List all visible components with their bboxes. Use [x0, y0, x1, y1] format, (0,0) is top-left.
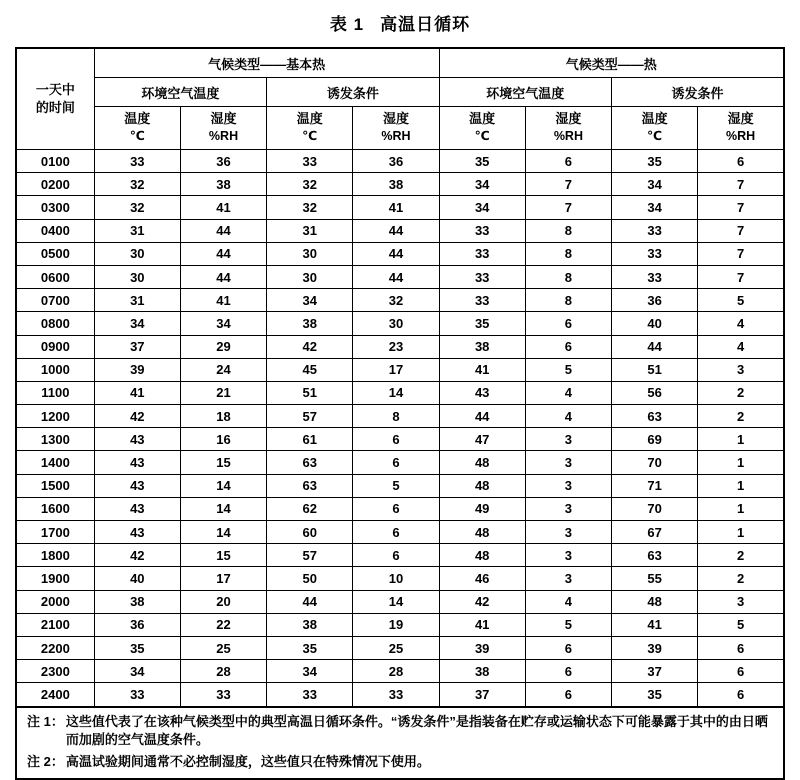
row-time: 0400 — [16, 219, 94, 242]
cell-value: 48 — [439, 451, 525, 474]
cell-value: 16 — [180, 428, 266, 451]
cell-value: 6 — [525, 312, 611, 335]
cell-value: 42 — [267, 335, 353, 358]
cell-value: 36 — [94, 613, 180, 636]
cell-value: 5 — [698, 613, 784, 636]
table-row — [16, 405, 784, 428]
cell-value: 35 — [439, 312, 525, 335]
header-unit-humidity-2 — [353, 107, 439, 150]
cell-value: 8 — [525, 289, 611, 312]
cell-value: 6 — [353, 428, 439, 451]
cell-value: 33 — [439, 265, 525, 288]
row-time: 0600 — [16, 265, 94, 288]
cell-value: 57 — [267, 544, 353, 567]
cell-value: 41 — [439, 613, 525, 636]
cell-value: 55 — [612, 567, 698, 590]
cell-value: 51 — [612, 358, 698, 381]
cell-value: 5 — [353, 474, 439, 497]
cell-value: 30 — [94, 265, 180, 288]
cell-value: 4 — [525, 405, 611, 428]
cell-value: 21 — [180, 381, 266, 404]
cell-value: 37 — [439, 683, 525, 707]
cell-value: 38 — [267, 613, 353, 636]
header-time-line1: 一天中 — [36, 82, 75, 97]
table-row — [16, 173, 784, 196]
row-time: 0500 — [16, 242, 94, 265]
cell-value: 43 — [439, 381, 525, 404]
cell-value: 36 — [612, 289, 698, 312]
cell-value: 39 — [439, 636, 525, 659]
cell-value: 32 — [267, 173, 353, 196]
header-unit-humidity-1 — [180, 107, 266, 150]
document-page — [0, 10, 800, 780]
row-time: 1300 — [16, 428, 94, 451]
row-time: 1700 — [16, 521, 94, 544]
header-row-subgroups — [16, 78, 784, 107]
header-unit-name: 温度 — [124, 111, 150, 126]
cell-value: 33 — [267, 150, 353, 173]
header-unit-name: 湿度 — [211, 111, 237, 126]
row-time: 1000 — [16, 358, 94, 381]
cell-value: 42 — [94, 544, 180, 567]
cell-value: 10 — [353, 567, 439, 590]
cell-value: 41 — [180, 289, 266, 312]
cell-value: 15 — [180, 451, 266, 474]
cell-value: 2 — [698, 405, 784, 428]
cell-value: 50 — [267, 567, 353, 590]
cell-value: 18 — [180, 405, 266, 428]
table-row — [16, 636, 784, 659]
row-time: 2400 — [16, 683, 94, 707]
header-unit-temp-3 — [439, 107, 525, 150]
header-unit-symbol: ℃ — [267, 128, 352, 144]
cell-value: 33 — [612, 219, 698, 242]
cell-value: 3 — [698, 358, 784, 381]
header-unit-temp-4 — [612, 107, 698, 150]
cell-value: 4 — [698, 335, 784, 358]
note-2-label: 注 2： — [27, 753, 64, 772]
row-time: 0800 — [16, 312, 94, 335]
cell-value: 24 — [180, 358, 266, 381]
cell-value: 31 — [267, 219, 353, 242]
cell-value: 33 — [94, 150, 180, 173]
cell-value: 44 — [180, 242, 266, 265]
cell-value: 7 — [698, 219, 784, 242]
cell-value: 63 — [612, 544, 698, 567]
cell-value: 43 — [94, 451, 180, 474]
table-row — [16, 289, 784, 312]
cell-value: 43 — [94, 521, 180, 544]
cell-value: 8 — [525, 265, 611, 288]
note-1-text: 这些值代表了在该种气候类型中的典型高温日循环条件。“诱发条件”是指装备在贮存或运输状态下可能暴露于其中的由日晒而加剧的空气温度条件。 — [66, 713, 773, 751]
cell-value: 7 — [698, 242, 784, 265]
cell-value: 3 — [525, 497, 611, 520]
table-row — [16, 451, 784, 474]
header-unit-temp-1 — [94, 107, 180, 150]
cell-value: 6 — [698, 636, 784, 659]
header-unit-name: 温度 — [297, 111, 323, 126]
header-sub-induced-2: 诱发条件 — [612, 78, 784, 107]
cell-value: 34 — [267, 289, 353, 312]
cell-value: 32 — [94, 196, 180, 219]
header-time-line2: 的时间 — [36, 100, 75, 115]
row-time: 1100 — [16, 381, 94, 404]
header-unit-symbol: %RH — [698, 128, 783, 144]
cell-value: 36 — [353, 150, 439, 173]
cell-value: 3 — [698, 590, 784, 613]
table-row — [16, 265, 784, 288]
cell-value: 47 — [439, 428, 525, 451]
cell-value: 6 — [525, 335, 611, 358]
header-unit-name: 湿度 — [383, 111, 409, 126]
cell-value: 20 — [180, 590, 266, 613]
cell-value: 28 — [180, 660, 266, 683]
cell-value: 6 — [525, 636, 611, 659]
cell-value: 34 — [439, 173, 525, 196]
cell-value: 41 — [353, 196, 439, 219]
table-row — [16, 544, 784, 567]
header-group-hot: 气候类型——热 — [439, 48, 784, 78]
cell-value: 33 — [353, 683, 439, 707]
cell-value: 25 — [180, 636, 266, 659]
header-unit-symbol: %RH — [181, 128, 266, 144]
row-time: 0900 — [16, 335, 94, 358]
cell-value: 35 — [612, 683, 698, 707]
header-sub-ambient-air-temp-1: 环境空气温度 — [94, 78, 266, 107]
row-time: 1900 — [16, 567, 94, 590]
cell-value: 35 — [439, 150, 525, 173]
high-temperature-daily-cycle-table — [15, 47, 785, 708]
table-row — [16, 683, 784, 707]
cell-value: 38 — [94, 590, 180, 613]
row-time: 1200 — [16, 405, 94, 428]
cell-value: 44 — [180, 265, 266, 288]
cell-value: 1 — [698, 521, 784, 544]
note-1-label: 注 1： — [27, 713, 64, 732]
cell-value: 6 — [525, 660, 611, 683]
cell-value: 14 — [180, 521, 266, 544]
cell-value: 8 — [353, 405, 439, 428]
cell-value: 33 — [439, 289, 525, 312]
cell-value: 33 — [439, 242, 525, 265]
cell-value: 8 — [525, 219, 611, 242]
cell-value: 7 — [525, 196, 611, 219]
cell-value: 6 — [353, 521, 439, 544]
table-row — [16, 381, 784, 404]
cell-value: 25 — [353, 636, 439, 659]
table-title-text: 高温日循环 — [380, 15, 470, 34]
table-row — [16, 521, 784, 544]
cell-value: 30 — [267, 242, 353, 265]
page-title — [0, 10, 800, 35]
cell-value: 34 — [439, 196, 525, 219]
table-row — [16, 312, 784, 335]
cell-value: 38 — [267, 312, 353, 335]
cell-value: 43 — [94, 428, 180, 451]
cell-value: 44 — [180, 219, 266, 242]
row-time: 2200 — [16, 636, 94, 659]
cell-value: 34 — [612, 173, 698, 196]
row-time: 1800 — [16, 544, 94, 567]
cell-value: 61 — [267, 428, 353, 451]
table-row — [16, 150, 784, 173]
cell-value: 34 — [612, 196, 698, 219]
note-2 — [27, 753, 773, 772]
cell-value: 3 — [525, 544, 611, 567]
cell-value: 67 — [612, 521, 698, 544]
cell-value: 6 — [698, 660, 784, 683]
table-row — [16, 660, 784, 683]
cell-value: 35 — [94, 636, 180, 659]
cell-value: 2 — [698, 381, 784, 404]
header-unit-temp-2 — [267, 107, 353, 150]
cell-value: 19 — [353, 613, 439, 636]
header-unit-humidity-4 — [698, 107, 784, 150]
row-time: 1500 — [16, 474, 94, 497]
cell-value: 34 — [94, 312, 180, 335]
cell-value: 51 — [267, 381, 353, 404]
cell-value: 41 — [94, 381, 180, 404]
cell-value: 28 — [353, 660, 439, 683]
row-time: 0700 — [16, 289, 94, 312]
cell-value: 43 — [94, 474, 180, 497]
cell-value: 33 — [612, 242, 698, 265]
cell-value: 6 — [698, 683, 784, 707]
cell-value: 33 — [94, 683, 180, 707]
cell-value: 38 — [353, 173, 439, 196]
cell-value: 70 — [612, 451, 698, 474]
cell-value: 48 — [612, 590, 698, 613]
cell-value: 31 — [94, 289, 180, 312]
cell-value: 33 — [267, 683, 353, 707]
cell-value: 4 — [525, 381, 611, 404]
row-time: 0100 — [16, 150, 94, 173]
header-unit-humidity-3 — [525, 107, 611, 150]
header-unit-symbol: ℃ — [612, 128, 697, 144]
header-unit-symbol: %RH — [353, 128, 438, 144]
cell-value: 44 — [353, 242, 439, 265]
cell-value: 57 — [267, 405, 353, 428]
cell-value: 37 — [612, 660, 698, 683]
header-sub-ambient-air-temp-2: 环境空气温度 — [439, 78, 611, 107]
cell-value: 44 — [267, 590, 353, 613]
cell-value: 7 — [525, 173, 611, 196]
cell-value: 1 — [698, 428, 784, 451]
cell-value: 42 — [439, 590, 525, 613]
cell-value: 63 — [612, 405, 698, 428]
cell-value: 14 — [353, 590, 439, 613]
cell-value: 32 — [267, 196, 353, 219]
cell-value: 14 — [180, 474, 266, 497]
cell-value: 63 — [267, 474, 353, 497]
cell-value: 32 — [94, 173, 180, 196]
cell-value: 6 — [353, 544, 439, 567]
table-row — [16, 219, 784, 242]
cell-value: 14 — [180, 497, 266, 520]
header-unit-symbol: ℃ — [95, 128, 180, 144]
header-unit-name: 温度 — [642, 111, 668, 126]
cell-value: 29 — [180, 335, 266, 358]
cell-value: 48 — [439, 521, 525, 544]
cell-value: 41 — [439, 358, 525, 381]
cell-value: 17 — [353, 358, 439, 381]
table-notes — [15, 708, 785, 780]
cell-value: 2 — [698, 544, 784, 567]
cell-value: 3 — [525, 521, 611, 544]
header-unit-symbol: %RH — [526, 128, 611, 144]
cell-value: 2 — [698, 567, 784, 590]
cell-value: 44 — [353, 265, 439, 288]
cell-value: 22 — [180, 613, 266, 636]
table-row — [16, 590, 784, 613]
table-row — [16, 613, 784, 636]
cell-value: 5 — [698, 289, 784, 312]
cell-value: 34 — [94, 660, 180, 683]
table-row — [16, 196, 784, 219]
cell-value: 3 — [525, 474, 611, 497]
table-row — [16, 567, 784, 590]
cell-value: 41 — [612, 613, 698, 636]
cell-value: 6 — [353, 451, 439, 474]
header-unit-name: 温度 — [469, 111, 495, 126]
row-time: 1600 — [16, 497, 94, 520]
table-header — [16, 48, 784, 150]
cell-value: 17 — [180, 567, 266, 590]
cell-value: 70 — [612, 497, 698, 520]
header-unit-symbol: ℃ — [440, 128, 525, 144]
cell-value: 48 — [439, 544, 525, 567]
cell-value: 7 — [698, 196, 784, 219]
cell-value: 3 — [525, 428, 611, 451]
cell-value: 8 — [525, 242, 611, 265]
cell-value: 1 — [698, 497, 784, 520]
cell-value: 39 — [612, 636, 698, 659]
note-1 — [27, 713, 773, 751]
cell-value: 33 — [439, 219, 525, 242]
table-number: 表 1 — [330, 15, 364, 34]
cell-value: 6 — [353, 497, 439, 520]
cell-value: 36 — [180, 150, 266, 173]
cell-value: 3 — [525, 451, 611, 474]
cell-value: 7 — [698, 265, 784, 288]
cell-value: 6 — [525, 683, 611, 707]
table-row — [16, 242, 784, 265]
cell-value: 49 — [439, 497, 525, 520]
cell-value: 38 — [439, 335, 525, 358]
cell-value: 35 — [267, 636, 353, 659]
row-time: 0300 — [16, 196, 94, 219]
cell-value: 40 — [612, 312, 698, 335]
row-time: 0200 — [16, 173, 94, 196]
cell-value: 6 — [698, 150, 784, 173]
row-time: 2100 — [16, 613, 94, 636]
cell-value: 3 — [525, 567, 611, 590]
cell-value: 33 — [612, 265, 698, 288]
cell-value: 23 — [353, 335, 439, 358]
cell-value: 32 — [353, 289, 439, 312]
cell-value: 5 — [525, 613, 611, 636]
table-row — [16, 335, 784, 358]
cell-value: 4 — [525, 590, 611, 613]
cell-value: 4 — [698, 312, 784, 335]
table-row — [16, 428, 784, 451]
cell-value: 1 — [698, 451, 784, 474]
header-unit-name: 湿度 — [728, 111, 754, 126]
cell-value: 44 — [353, 219, 439, 242]
table-row — [16, 358, 784, 381]
row-time: 2300 — [16, 660, 94, 683]
cell-value: 43 — [94, 497, 180, 520]
cell-value: 62 — [267, 497, 353, 520]
header-group-basic-hot: 气候类型——基本热 — [94, 48, 439, 78]
cell-value: 37 — [94, 335, 180, 358]
cell-value: 30 — [353, 312, 439, 335]
cell-value: 38 — [180, 173, 266, 196]
cell-value: 46 — [439, 567, 525, 590]
cell-value: 31 — [94, 219, 180, 242]
cell-value: 45 — [267, 358, 353, 381]
cell-value: 33 — [180, 683, 266, 707]
cell-value: 63 — [267, 451, 353, 474]
row-time: 2000 — [16, 590, 94, 613]
cell-value: 40 — [94, 567, 180, 590]
cell-value: 7 — [698, 173, 784, 196]
cell-value: 34 — [180, 312, 266, 335]
cell-value: 34 — [267, 660, 353, 683]
cell-value: 30 — [267, 265, 353, 288]
cell-value: 48 — [439, 474, 525, 497]
cell-value: 5 — [525, 358, 611, 381]
header-row-groups — [16, 48, 784, 78]
cell-value: 44 — [612, 335, 698, 358]
row-time: 1400 — [16, 451, 94, 474]
cell-value: 44 — [439, 405, 525, 428]
cell-value: 56 — [612, 381, 698, 404]
cell-value: 35 — [612, 150, 698, 173]
cell-value: 30 — [94, 242, 180, 265]
cell-value: 38 — [439, 660, 525, 683]
cell-value: 69 — [612, 428, 698, 451]
table-row — [16, 497, 784, 520]
cell-value: 42 — [94, 405, 180, 428]
header-row-units — [16, 107, 784, 150]
header-sub-induced-1: 诱发条件 — [267, 78, 439, 107]
cell-value: 1 — [698, 474, 784, 497]
cell-value: 60 — [267, 521, 353, 544]
table-body — [16, 150, 784, 707]
header-unit-name: 湿度 — [555, 111, 581, 126]
header-time-column — [16, 48, 94, 150]
table-row — [16, 474, 784, 497]
cell-value: 14 — [353, 381, 439, 404]
cell-value: 15 — [180, 544, 266, 567]
cell-value: 41 — [180, 196, 266, 219]
cell-value: 71 — [612, 474, 698, 497]
note-2-text: 高温试验期间通常不必控制湿度，这些值只在特殊情况下使用。 — [66, 753, 773, 772]
cell-value: 6 — [525, 150, 611, 173]
cell-value: 39 — [94, 358, 180, 381]
